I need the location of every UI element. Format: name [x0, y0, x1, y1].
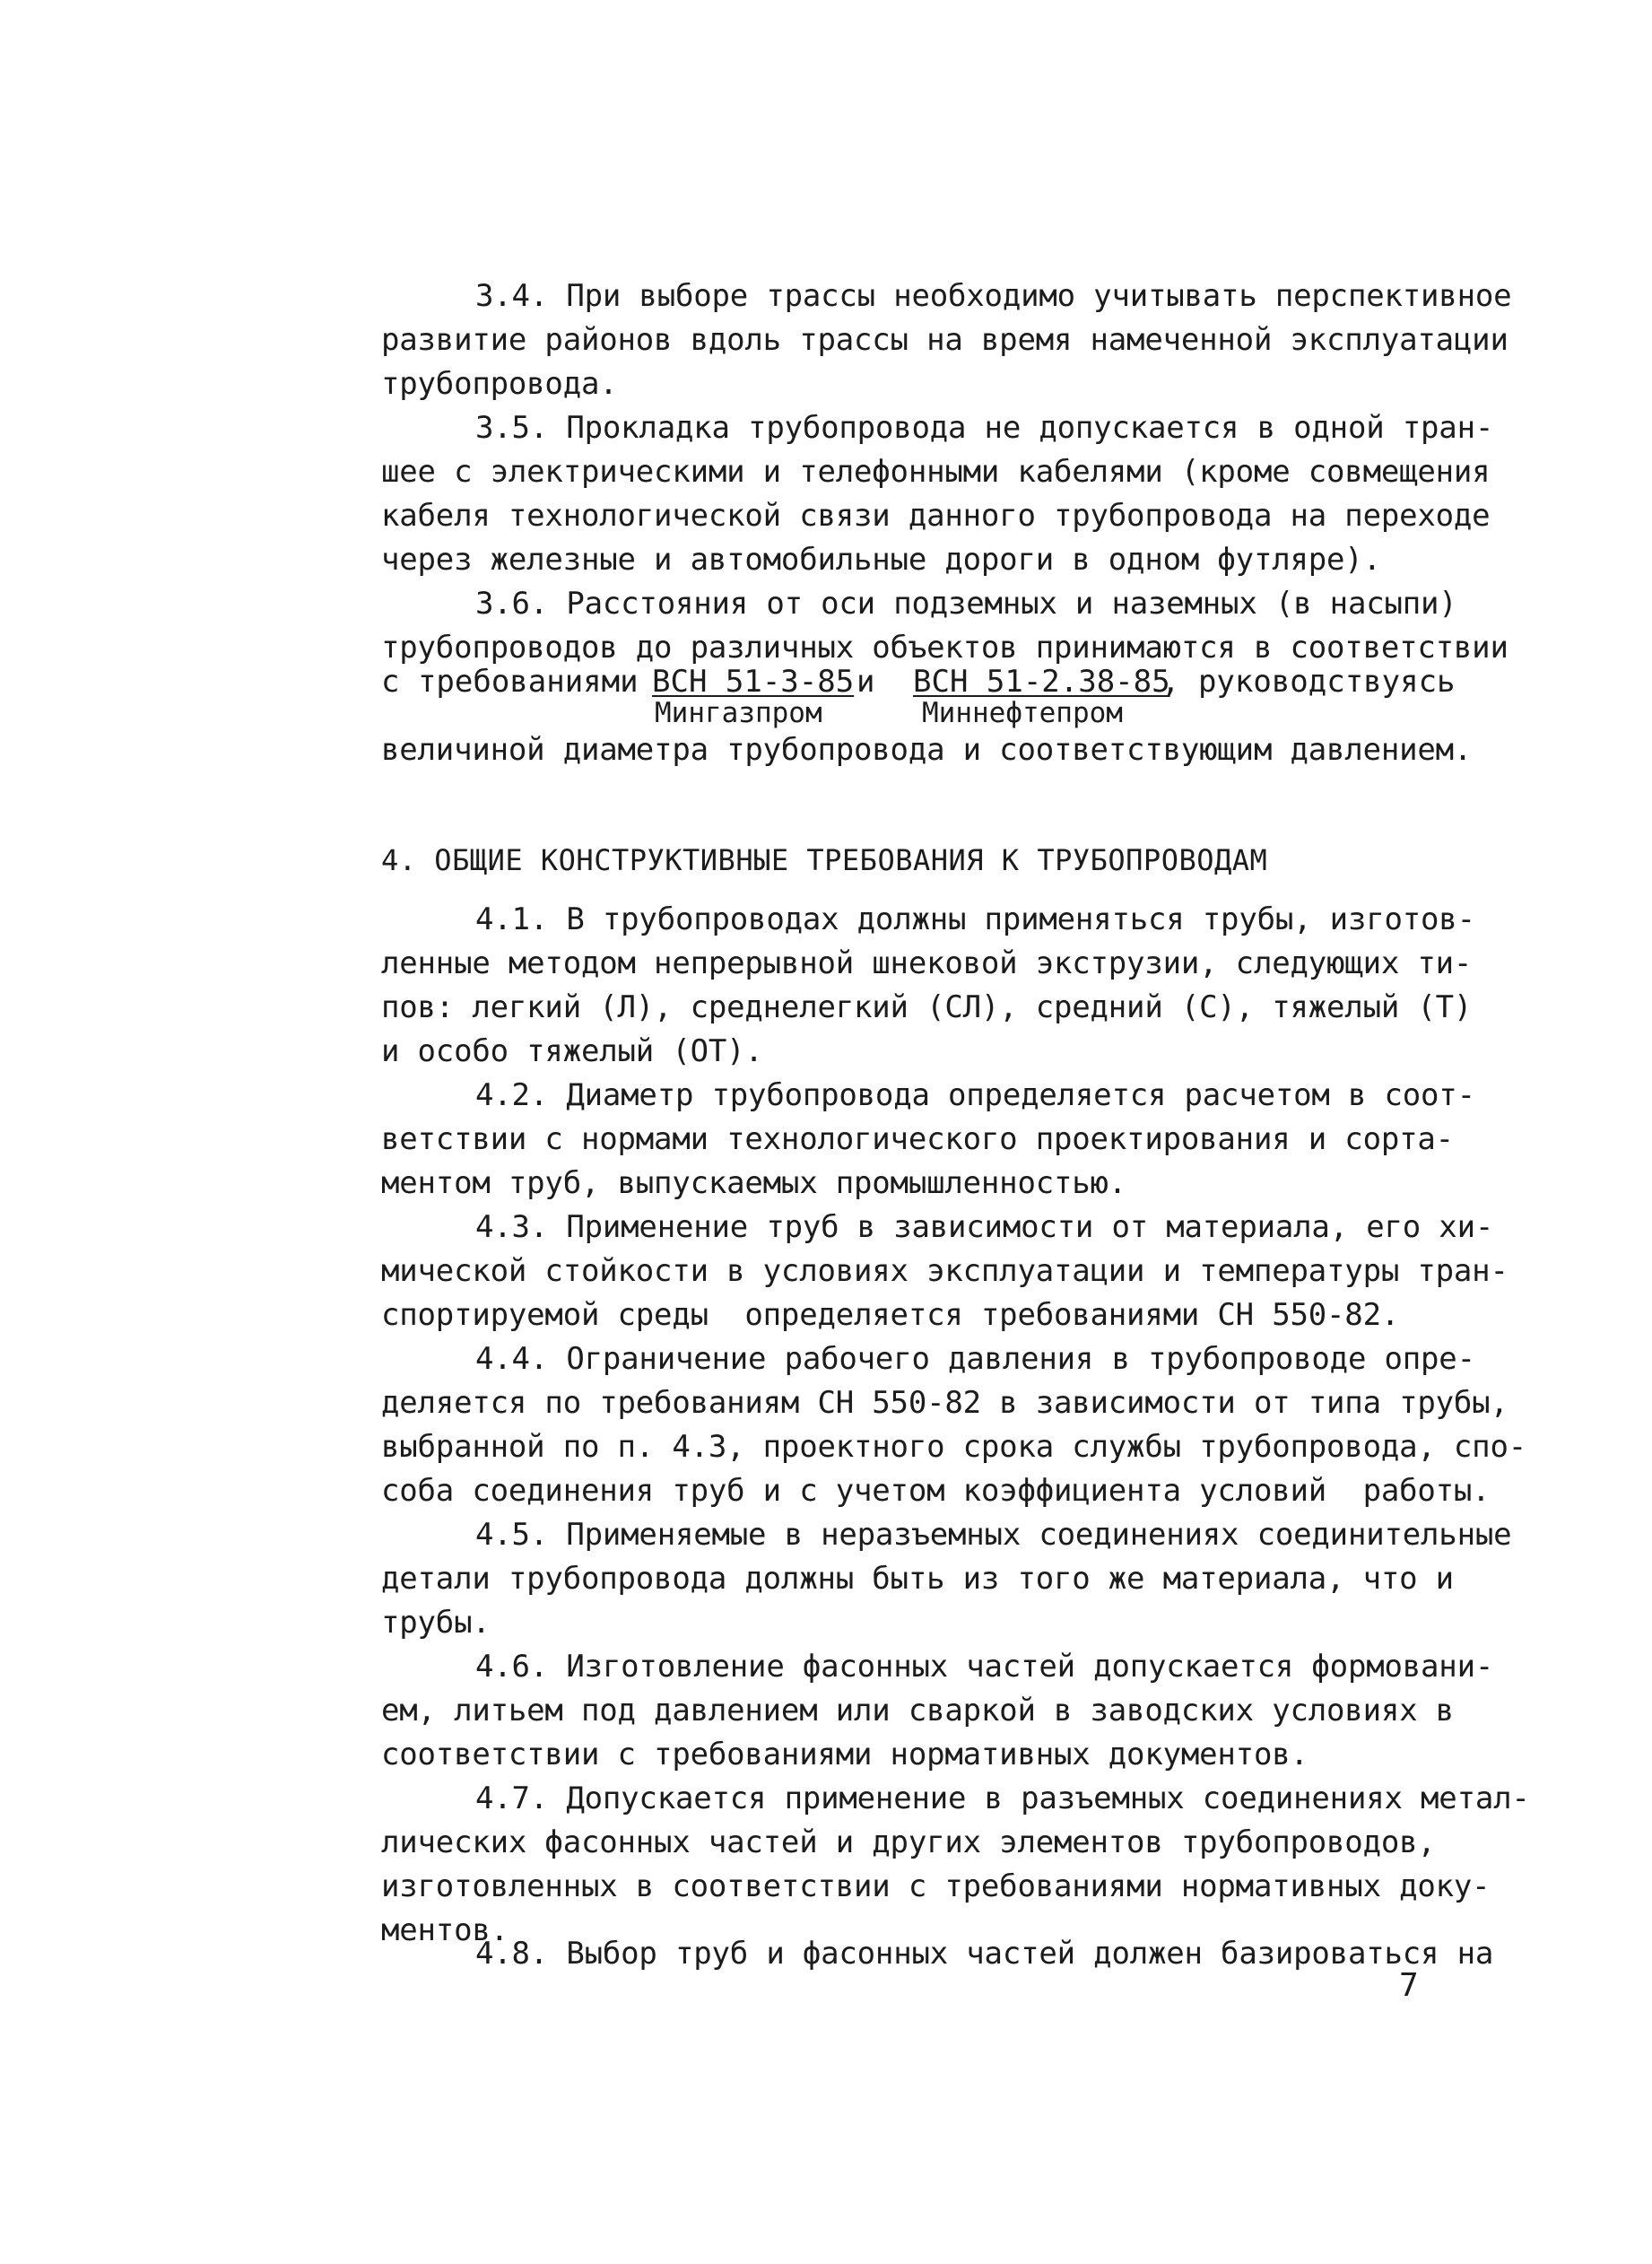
text-line: 4.2. Диаметр трубопровода определяется расчетом в соот- — [475, 1077, 1475, 1113]
norm-reference-1-ministry: Мингазпром — [655, 697, 822, 729]
text-line: детали трубопровода должны быть из того же материала, что и — [381, 1561, 1454, 1597]
text-line: ленные методом непрерывной шнековой экструзии, следующих ти- — [381, 945, 1473, 981]
text-line: ем, литьем под давлением или сваркой в заводских условиях в — [381, 1693, 1454, 1728]
text-line: лических фасонных частей и других элементов трубопроводов, — [381, 1824, 1436, 1860]
section-heading: 4. ОБЩИЕ КОНСТРУКТИВНЫЕ ТРЕБОВАНИЯ К ТРУБОПРОВОДАМ — [381, 843, 1268, 877]
norm-reference-2-ministry: Миннефтепром — [922, 697, 1123, 729]
text-line: соответствии с требованиями нормативных документов. — [381, 1737, 1309, 1772]
text-line: и особо тяжелый (ОТ). — [381, 1033, 763, 1069]
text-line: 3.6. Расстояния от оси подземных и наземных (в насыпи) — [475, 586, 1457, 622]
text-line-suffix: , руководствуясь — [1161, 664, 1456, 700]
text-line: 4.1. В трубопроводах должны применяться трубы, изготов- — [475, 901, 1475, 937]
text-line: 3.5. Прокладка трубопровода не допускается в одной тран- — [475, 410, 1494, 446]
text-line: шее с электрическими и телефонными кабелями (кроме совмещения — [381, 454, 1491, 490]
text-line: мической стойкости в условиях эксплуатации и температуры тран- — [381, 1253, 1509, 1289]
text-line: 4.4. Ограничение рабочего давления в трубопроводе опре- — [475, 1341, 1475, 1377]
text-line: трубопровода. — [381, 366, 618, 402]
text-line: трубопроводов до различных объектов принимаются в соответствии — [381, 630, 1509, 666]
text-line: выбранной по п. 4.3, проектного срока службы трубопровода, спо- — [381, 1429, 1526, 1465]
text-line: изготовленных в соответствии с требованиями нормативных доку- — [381, 1868, 1491, 1904]
text-line: соба соединения труб и с учетом коэффициента условий работы. — [381, 1473, 1491, 1509]
text-line: пов: легкий (Л), среднелегкий (СЛ), средний (С), тяжелый (Т) — [381, 989, 1473, 1025]
norm-reference-2: ВСН 51-2.38-85 — [913, 664, 1170, 700]
norm-reference-1: ВСН 51-3-85 — [652, 664, 855, 700]
text-line: 4.6. Изготовление фасонных частей допускается формовани- — [475, 1649, 1494, 1685]
text-line: величиной диаметра трубопровода и соответствующим давлением. — [381, 732, 1473, 768]
text-line: кабеля технологической связи данного трубопровода на переходе — [381, 498, 1491, 534]
text-line: 4.3. Применение труб в зависимости от материала, его хи- — [475, 1209, 1494, 1245]
text-line: деляется по требованиям СН 550-82 в зависимости от типа трубы, — [381, 1385, 1509, 1421]
text-line: 4.5. Применяемые в неразъемных соединениях соединительные — [475, 1517, 1512, 1553]
text-line: ментом труб, выпускаемых промышленностью. — [381, 1165, 1127, 1201]
conjunction: и — [856, 664, 875, 700]
text-line: развитие районов вдоль трассы на время намеченной эксплуатации — [381, 322, 1509, 358]
text-line: 4.7. Допускается применение в разъемных соединениях метал- — [475, 1781, 1530, 1816]
text-line: через железные и автомобильные дороги в одном футляре). — [381, 542, 1381, 578]
text-line: спортируемой среды определяется требованиями СН 550-82. — [381, 1297, 1400, 1333]
text-line: трубы. — [381, 1605, 491, 1641]
text-line: ветствии с нормами технологического проектирования и сорта- — [381, 1121, 1454, 1157]
text-line-prefix: с требованиями — [381, 664, 639, 700]
text-line: 3.4. При выборе трассы необходимо учитывать перспективное — [475, 278, 1512, 314]
page-number: 7 — [1399, 1967, 1419, 2004]
text-line: ментов. — [381, 1912, 509, 1948]
text-line: 4.8. Выбор труб и фасонных частей должен базироваться на — [475, 1936, 1494, 1972]
